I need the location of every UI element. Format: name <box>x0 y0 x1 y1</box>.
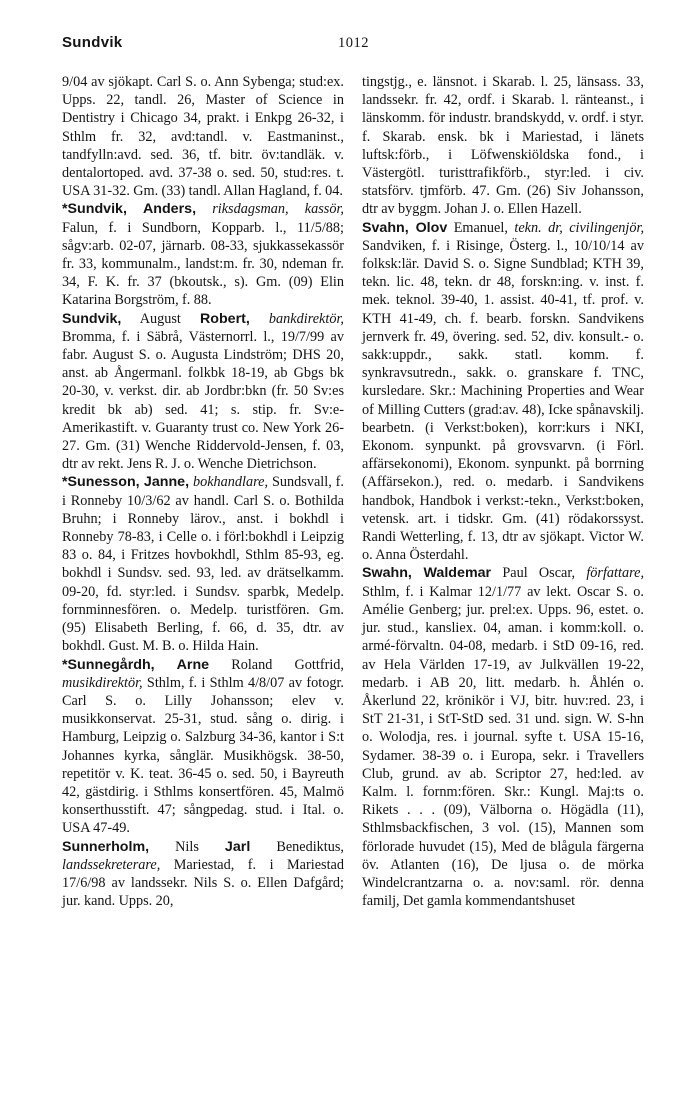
entry-given-names: Roland Gottfrid, <box>209 656 344 673</box>
entry-title: riksdagsman, kassör, <box>212 201 344 218</box>
entry-sundvik-anders <box>62 200 344 309</box>
entry-given-names-rest: Benediktus, <box>250 838 344 855</box>
page-number: 1012 <box>338 35 369 51</box>
entry-svahn-olov <box>362 219 644 565</box>
entry-name: Sunnerholm, <box>62 838 150 855</box>
entry-title: bankdirektör, <box>268 310 344 327</box>
entry-continuation-right <box>362 73 644 219</box>
entry-text: Sundsvall, f. i Ronneby 10/3/62 av handl. Carl S. o. Bothilda Bruhn; i Ronneby lärov., anst. i bokhdl i Ronneby 78-83, i Celle o. i förl:bokhdl i Leipzig 83 o. 84, i Fritzes hovbokhdl, Sthlm 85-93, eg. bokhdl i Sundsv. sed. 93, led. av drätselkamm. 09-20, fd. styr:led. i Sundsv. sparbk, Medelp. fornminnesfören. o. Medelp. turistfören. Gm. (95) Elisabeth Berling, f. 66, d. 35, dtr. av bokhdl. Gust. M. B. o. Hilda Hain. <box>62 474 344 655</box>
entry-title: landssekreterare, <box>62 856 161 873</box>
entry-sunesson-janne <box>62 473 344 655</box>
entry-title: tekn. dr, civilingenjör, <box>514 219 645 236</box>
entry-title: författare, <box>586 565 645 582</box>
entry-sunnegard-arne <box>62 656 344 838</box>
entry-text: tingstjg., e. länsnot. i Skarab. l. 25, länsass. 33, landssekr. fr. 42, ordf. i Skarab. l. ränteanst., i länskomm. för industr. brandskydd, v. ordf. i styr. f. Skarab. ensk. bk i Mariestad, i länets luftsk:förb., i Löfwenskiöldska fond., i Västergötl. turisttrafikförb., styr:led. i civ. statsförv. tjmförb. 47. Gm. (26) Siv Johansson, dtr av byggm. Johan J. o. Ellen Hazell. <box>362 74 644 218</box>
entry-given-names: Paul Oscar, <box>491 565 587 582</box>
entry-name: Svahn, Olov <box>362 219 448 236</box>
entry-name: *Sunnegårdh, Arne <box>62 656 210 673</box>
entry-name: *Sundvik, Anders, <box>62 201 197 218</box>
entry-sundvik-robert <box>62 310 344 474</box>
entry-text: 9/04 av sjökapt. Carl S. o. Ann Sybenga; stud:ex. Upps. 22, tandl. 26, Master of Science in Dentistry i Chicago 34, prakt. i Enkpg 26-32, i Sthlm fr. 32, avd:tandl. v. Eastmaninst., tandfylln:avd. sed. 36, tf. bitr. öv:tandläk. v. dentalortoped. avd. 37-38 o. sed. 50, stud:res. t. USA 31-32. Gm. (33) tandl. Allan Hagland, f. 04. <box>62 74 344 200</box>
entry-text: Falun, f. i Sundborn, Kopparb. l., 11/5/88; sågv:arb. 02-07, järnarb. 08-33, sjukkassekassör fr. 33, kommunalm., landst:m. fr. 30, ndeman fr. 34, F. K. fr. 37 (bkoutsk., s). Gm. (09) Elin Katarina Borgström, f. 88. <box>62 219 344 309</box>
entry-name: *Sunesson, Janne, <box>62 474 190 491</box>
entry-continuation-left <box>62 73 344 200</box>
entry-title: bokhandlare, <box>192 474 269 491</box>
entry-given-names: Emanuel, <box>447 219 515 236</box>
entry-called-name: Jarl <box>224 838 251 855</box>
entry-text: Sandviken, f. i Risinge, Österg. l., 10/10/14 av folksk:lär. David S. o. Signe Sundblad; KTH 39, tekn. lic. 48, tekn. dr 48, forskn:ing. v. inst. f. mek. teknol. 39-40, 1. assist. 40-41, tf. prof. v. KTH 41-49, ch. f. bearb. forskn. Sandvikens jernverk fr. 49, övering. sed. 52, div. konsult.- o. sakk:uppdr., sakk. statl. komm. f. synkravsutredn., sakk. o. granskare f. TNC, kursledare. Skr.: Machining Properties and Wear of Milling Cutters (grad:av. 48), Icke spånavskilj. bearbetn. (i Verkst:boken), korr:kurs i NKI, Ekonom. synpunkt. på grovsvarvn. (i Förl. affärsekonomi), Ekonom. synpunkt. på borrning (Affärsekon.), red. o. medarb. i Sandvikens handbok, Handbok i verkst:-tekn., Verkst:boken, vetensk. art. i tidskr. Gm. (41) rödakorssyst. Randi Wetterling, f. 13, dtr av sjökapt. Victor W. o. Anna Österdahl. <box>362 237 644 564</box>
running-head: Sundvik <box>62 34 123 51</box>
entry-sunnerholm-jarl <box>62 838 344 911</box>
entry-title: musikdirektör, <box>62 674 143 691</box>
entry-text: Sthlm, f. i Kalmar 12/1/77 av lekt. Oscar S. o. Amélie Genberg; jur. prel:ex. Upps. 96, estet. o. jur. stud., kansliex. 04, aman. i komm:koll. o. armé-förvaltn. 04-08, medarb. i StD 09-16, red. av Hela Världen 17-19, av Julkvällen 19-22, medarb. i AB 20, litt. medarb. h. Åhlén o. Åkerlund 22, krönikör i VJ, bitr. huv:red. 23, i StT 21-31, i StT-StD sed. 31 und. sign. W. S-hn o. Wolodja, res. i journal. syfte t. USA 15-16, Sydamer. 38-39 o. i Europa, sekr. i Travellers Club, grund. av ab. Scriptor 27, hed:led. av Kalm. l. fornm:fören. Skr.: Kungl. Maj:ts o. Rikets . . . (09), Välborna o. Högädla (11), Sthlmsbackfischen, 3 vol. (15), Mannen som förlorade huvudet (15), Med de blågula färgerna öv. Atlanten (16), De ljusa o. de mörka Windelcrantzarna o. a. nov:saml. rör. denna familj, Det gamla kommendantshuset <box>362 583 644 910</box>
right-column <box>362 73 644 910</box>
entry-swahn-waldemar <box>362 564 644 910</box>
entry-name: Sundvik, <box>62 310 122 327</box>
entry-text: Sthlm, f. i Sthlm 4/8/07 av fotogr. Carl S. o. Lilly Johansson; elev v. musikkonservat. 25-31, stud. sång o. dirig. i Hamburg, Leipzig o. Salzburg 34-36, kantor i S:t Johannes kyrka, sånglär. Musikhögsk. 38-50, repetitör v. K. teat. 36-45 o. sed. 50, i Bayreuth 42, gästdirig. i Sthlms konsertfören. 45, Malmö konserthusstift. 47; sångpedag. stud. i Ital. o. USA 47-49. <box>62 674 344 837</box>
entry-name: Swahn, Waldemar <box>362 565 492 582</box>
entry-called-name: Robert, <box>199 310 250 327</box>
left-column <box>62 73 344 910</box>
entry-given-names: Nils <box>149 838 225 855</box>
entry-given-names: August <box>121 310 200 327</box>
page-header <box>62 34 640 56</box>
entry-text: Bromma, f. i Säbrå, Västernorrl. l., 19/7/99 av fabr. August S. o. Augusta Lindström; DHS 20, anst. ab Ångermanl. folkbk 18-19, ab Gbgs bk 20-30, v. verkst. dir. ab Jordbr:bkn (fr. 50 Sv:es kredit bk ab) sed. 41; s. stip. fr. Sv:e-Amerikastift. v. Guaranty trust co. New York 26-27. Gm. (31) Wenche Riddervold-Jensen, f. 03, dtr av rekt. Jens R. J. o. Wenche Dietrichson. <box>62 328 344 473</box>
entry-text: Mariestad, f. i Mariestad 17/6/98 av landssekr. Nils S. o. Ellen Dafgård; jur. kand. Upps. 20, <box>62 856 344 910</box>
